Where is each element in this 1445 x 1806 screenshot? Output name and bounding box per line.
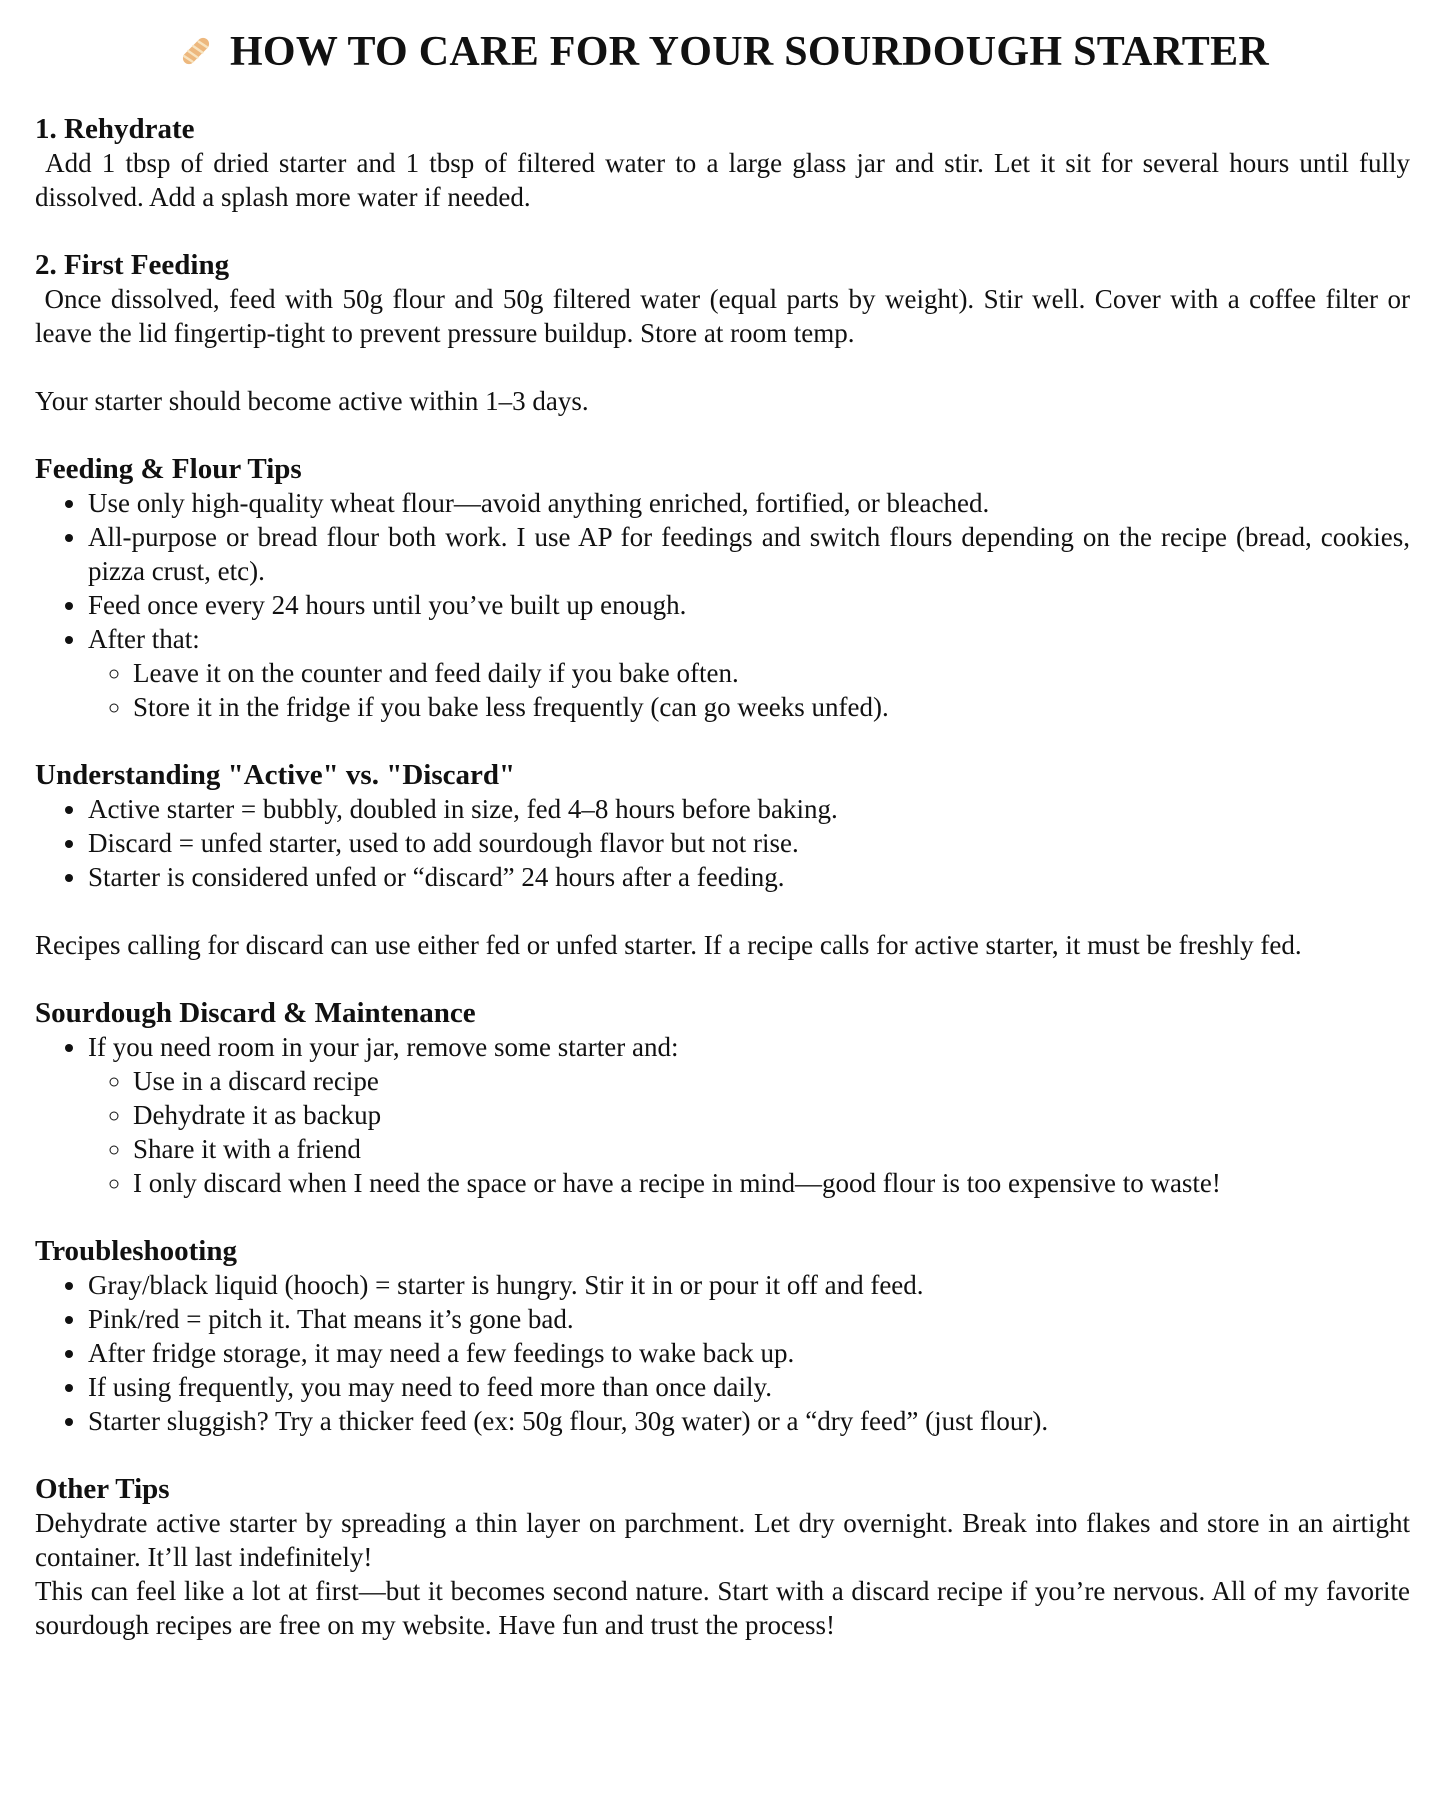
list-item: • All-purpose or bread flour both work. I use AP for feedings and switch flours depending on the recipe (bread, cookies, pizza crust, etc). [88,520,1410,588]
section-heading: Other Tips [35,1473,170,1505]
section-first-feeding [35,248,1410,418]
list-item: • Starter sluggish? Try a thicker feed (ex: 50g flour, 30g water) or a “dry feed” (just flour). [88,1404,1410,1438]
paragraph: Add 1 tbsp of dried starter and 1 tbsp of filtered water to a large glass jar and stir. Let it sit for several hours until fully dissolved. Add a splash more water if needed. [35,148,1410,212]
section-heading: 1. Rehydrate [35,113,195,145]
sub-list-item: ◦ Share it with a friend [133,1132,1410,1166]
sub-list-item: ◦ Use in a discard recipe [133,1064,1410,1098]
list-item: • Feed once every 24 hours until you’ve built up enough. [88,588,1410,622]
section-heading: Feeding & Flour Tips [35,453,302,485]
sub-list-item: ◦ I only discard when I need the space or have a recipe in mind—good flour is too expensive to waste! [133,1166,1410,1200]
bullet-list [35,486,1410,724]
sub-list-item: ◦ Dehydrate it as backup [133,1098,1410,1132]
list-item: • Use only high-quality wheat flour—avoid anything enriched, fortified, or bleached. [88,486,1410,520]
bullet-list [35,1030,1410,1200]
list-item-text: If you need room in your jar, remove some starter and: [88,1032,679,1062]
bullet-list [35,792,1410,894]
sub-list-item: ◦ Leave it on the counter and feed daily if you bake often. [133,656,1410,690]
list-item: • Active starter = bubbly, doubled in size, fed 4–8 hours before baking. [88,792,1410,826]
document-title [35,26,1410,78]
list-item: • Discard = unfed starter, used to add sourdough flavor but not rise. [88,826,1410,860]
sub-bullet-list [88,1064,1410,1200]
list-item: • Starter is considered unfed or “discard” 24 hours after a feeding. [88,860,1410,894]
list-item: • Gray/black liquid (hooch) = starter is hungry. Stir it in or pour it off and feed. [88,1268,1410,1302]
section-heading: Troubleshooting [35,1235,237,1267]
paragraph: Dehydrate active starter by spreading a thin layer on parchment. Let dry overnight. Break into flakes and store in an airtight container. It’ll last indefinitely! [35,1508,1410,1572]
section-discard-maintenance [35,996,1410,1200]
section-troubleshooting [35,1234,1410,1438]
bullet-list [35,1268,1410,1438]
document-title-text: HOW TO CARE FOR YOUR SOURDOUGH STARTER [229,29,1270,75]
paragraph: Recipes calling for discard can use either fed or unfed starter. If a recipe calls for active starter, it must be freshly fed. [35,930,1302,960]
sub-bullet-list [88,656,1410,724]
section-heading: Sourdough Discard & Maintenance [35,997,476,1029]
paragraph: This can feel like a lot at first—but it becomes second nature. Start with a discard recipe if you’re nervous. All of my favorite sourdough recipes are free on my website. Have fun and trust the process! [35,1576,1410,1640]
section-other-tips [35,1472,1410,1642]
paragraph: Once dissolved, feed with 50g flour and 50g filtered water (equal parts by weight). Stir well. Cover with a coffee filter or leave the lid fingertip-tight to prevent pressure buildup. Store at room temp. [35,284,1410,348]
list-item: • Pink/red = pitch it. That means it’s gone bad. [88,1302,1410,1336]
section-active-vs-discard [35,758,1410,962]
list-item-text: After that: [88,624,200,654]
section-feeding-flour-tips [35,452,1410,724]
paragraph: Your starter should become active within 1–3 days. [35,386,589,416]
list-item [88,622,1410,724]
section-rehydrate [35,112,1410,214]
list-item: • If using frequently, you may need to feed more than once daily. [88,1370,1410,1404]
section-heading: 2. First Feeding [35,249,230,281]
section-heading: Understanding "Active" vs. "Discard" [35,759,516,791]
sub-list-item: ◦ Store it in the fridge if you bake less frequently (can go weeks unfed). [133,690,1410,724]
baguette-icon [176,31,216,71]
list-item [88,1030,1410,1200]
list-item: • After fridge storage, it may need a few feedings to wake back up. [88,1336,1410,1370]
